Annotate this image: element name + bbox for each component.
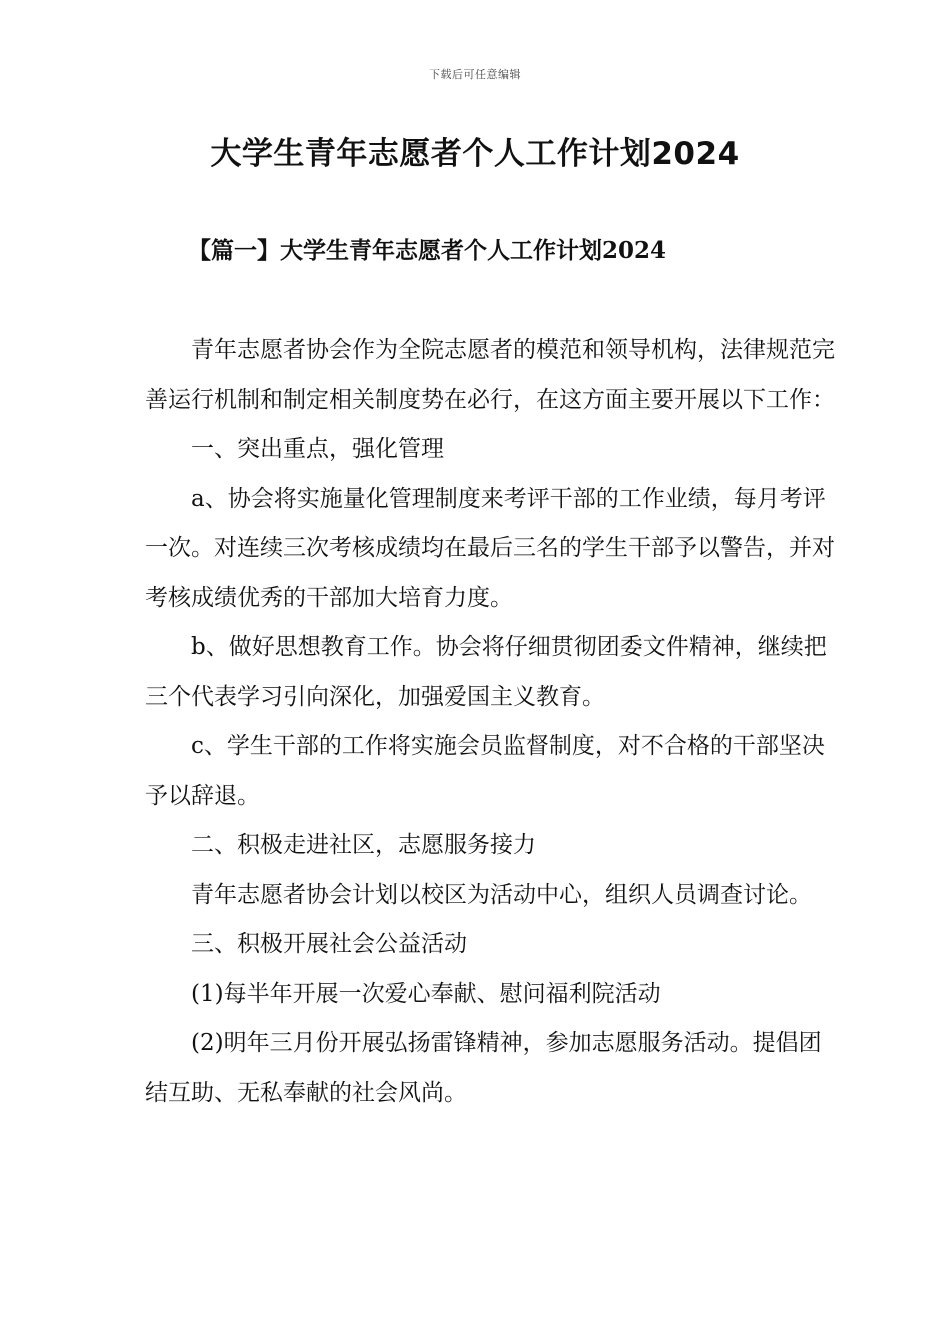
document-body <box>145 326 835 1118</box>
document-title: 大学生青年志愿者个人工作计划2024 <box>210 136 740 172</box>
paragraph-community: 青年志愿者协会计划以校区为活动中心，组织人员调查讨论。 <box>191 881 812 908</box>
heading-one: 一、突出重点，强化管理 <box>191 436 444 462</box>
section-title: 【篇一】大学生青年志愿者个人工作计划2024 <box>188 237 667 264</box>
paragraph-item-c: c、学生干部的工作将实施会员监督制度，对不合格的干部坚决予以辞退。 <box>145 733 825 809</box>
heading-three: 三、积极开展社会公益活动 <box>191 931 467 957</box>
paragraph-item-2: (2)明年三月份开展弘扬雷锋精神，参加志愿服务活动。提倡团结互助、无私奉献的社会风尚。 <box>145 1030 822 1106</box>
paragraph-item-a: a、协会将实施量化管理制度来考评干部的工作业绩，每月考评一次。对连续三次考核成绩均在最后三名的学生干部予以警告，并对考核成绩优秀的干部加大培育力度。 <box>145 485 835 611</box>
heading-two: 二、积极走进社区，志愿服务接力 <box>191 832 536 858</box>
paragraph-item-b: b、做好思想教育工作。协会将仔细贯彻团委文件精神，继续把三个代表学习引向深化，加强爱国主义教育。 <box>145 634 827 710</box>
paragraph-intro: 青年志愿者协会作为全院志愿者的模范和领导机构，法律规范完善运行机制和制定相关制度势在必行，在这方面主要开展以下工作： <box>145 337 835 413</box>
header-note: 下载后可任意编辑 <box>429 68 521 81</box>
paragraph-item-1: (1)每半年开展一次爱心奉献、慰问福利院活动 <box>191 980 661 1007</box>
